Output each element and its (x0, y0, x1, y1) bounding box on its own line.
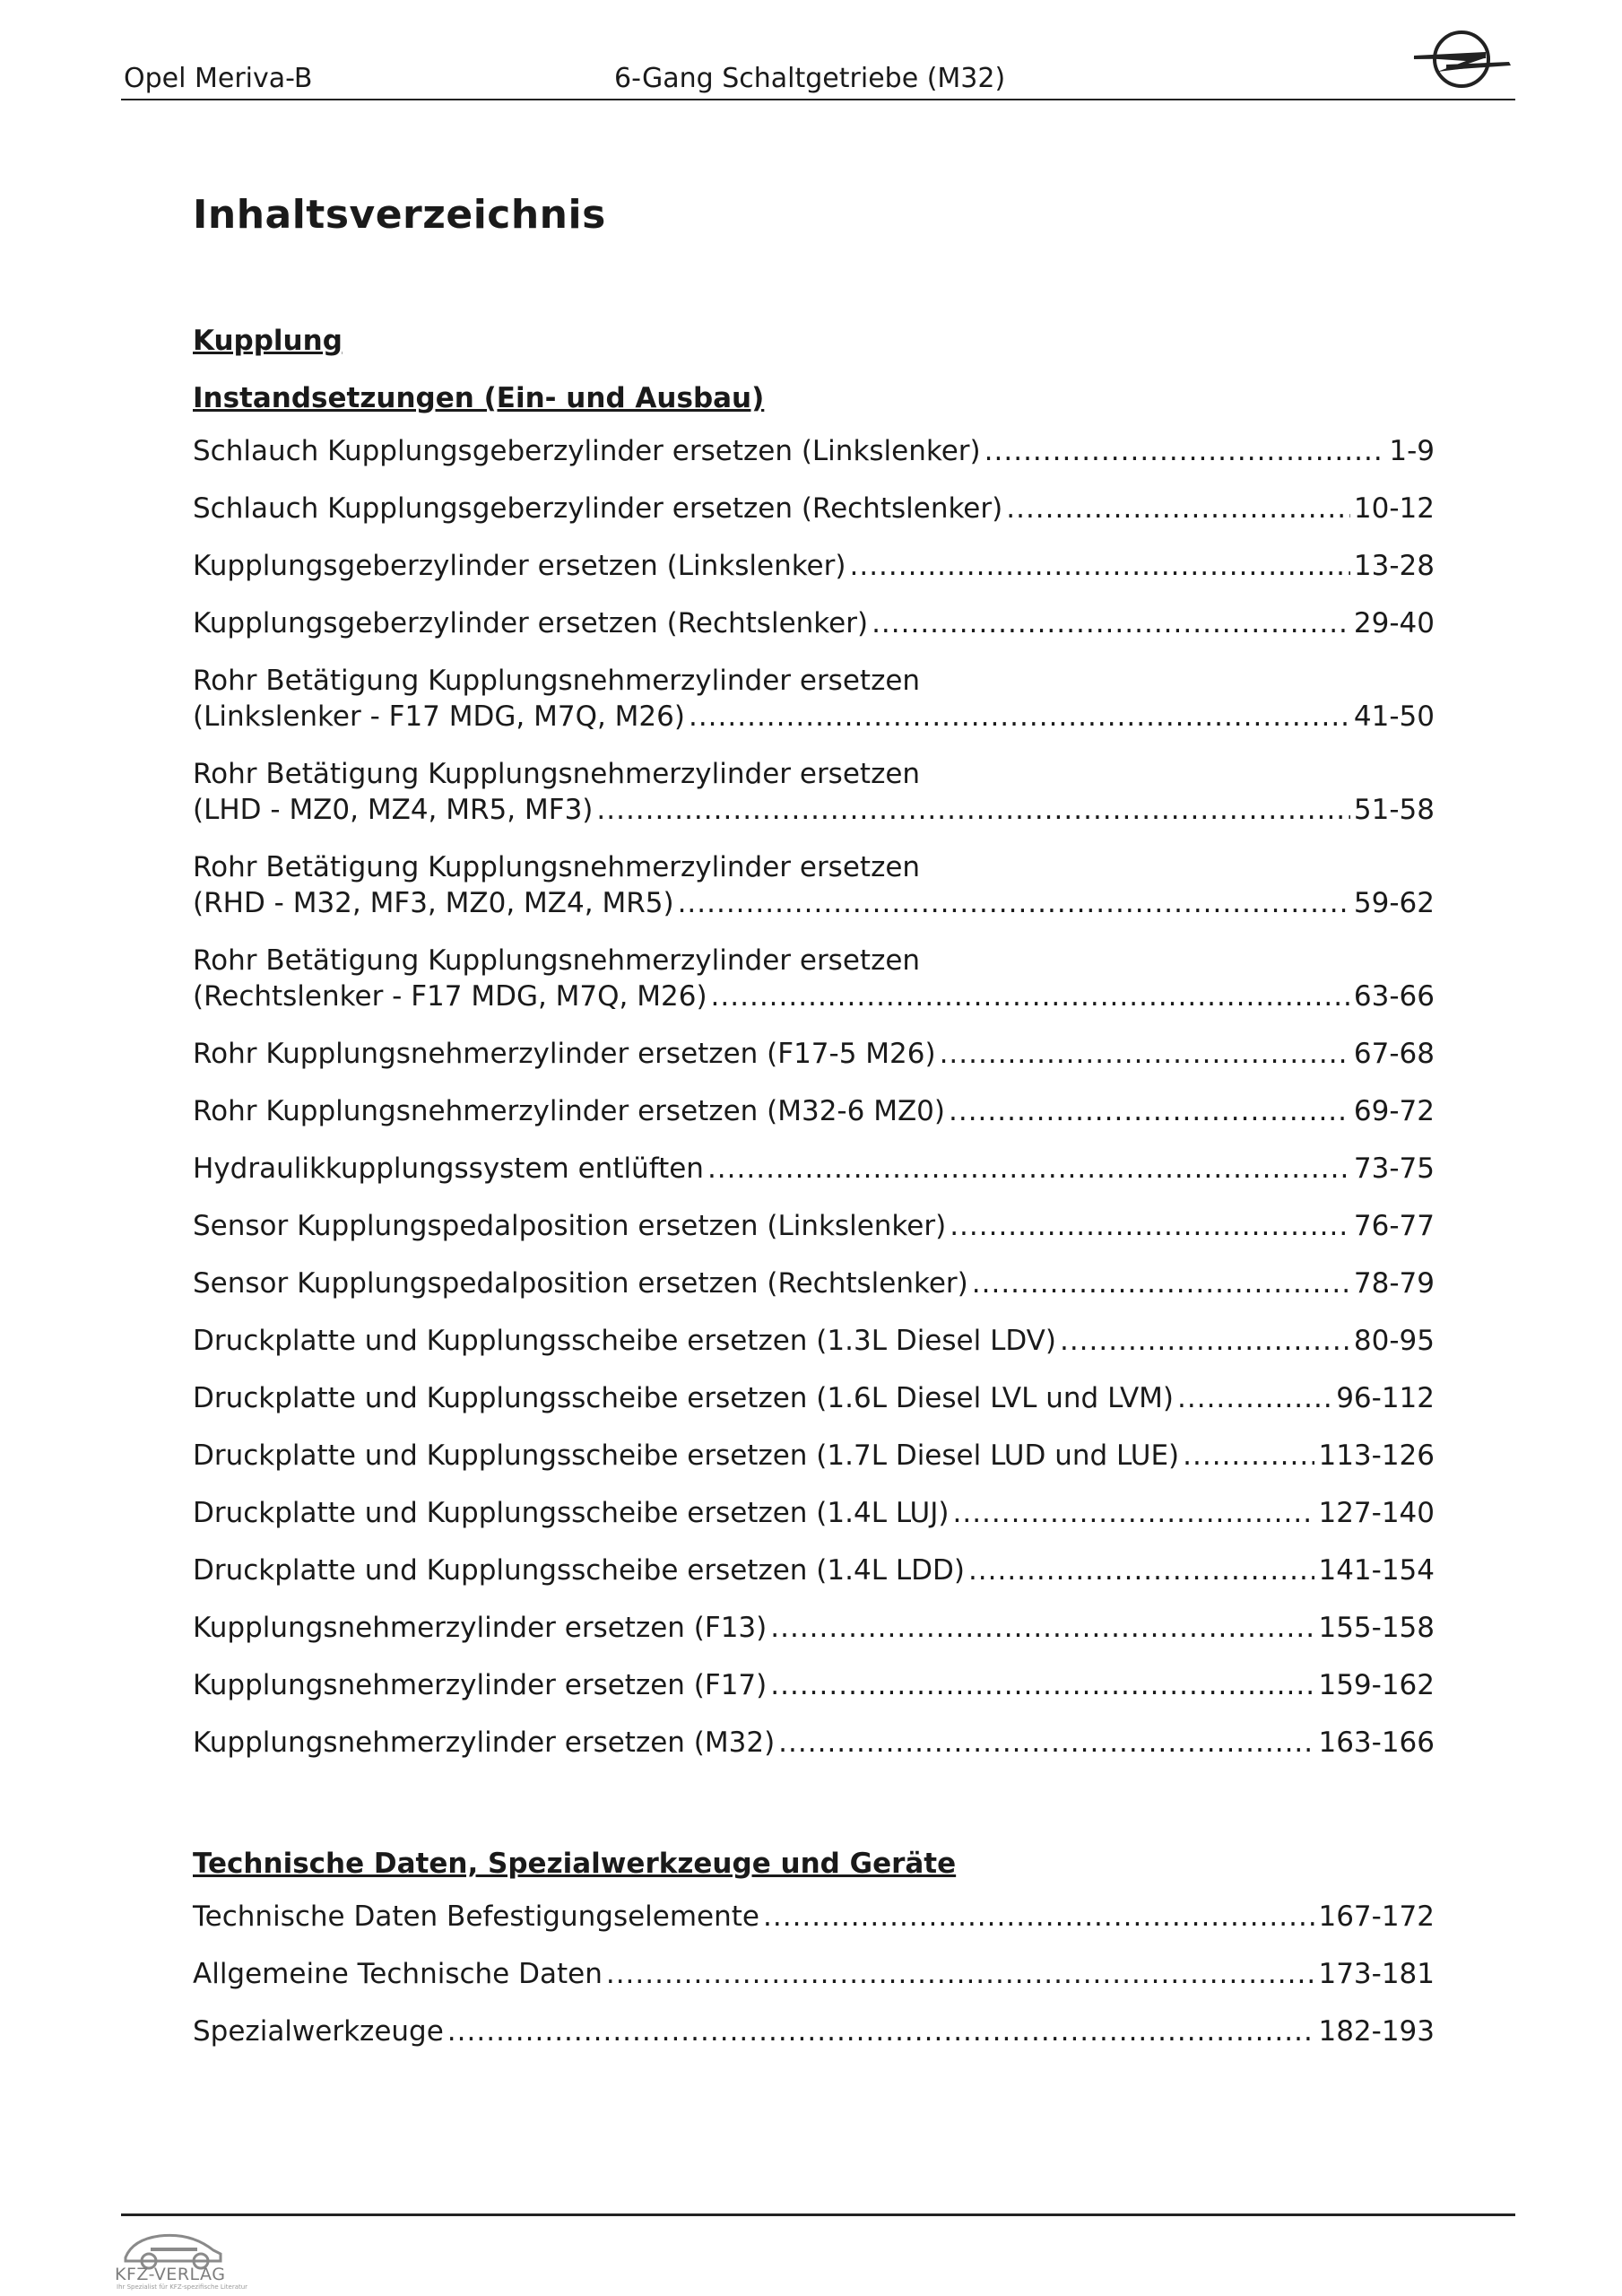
header-document-title: 6-Gang Schaltgetriebe (M32) (614, 63, 1006, 94)
toc-leader-dots (770, 1610, 1314, 1646)
toc-entry (193, 1552, 1435, 1588)
toc-entry-pages: 127-140 (1318, 1497, 1435, 1529)
table-of-contents (193, 318, 1435, 2071)
toc-entry-pages: 73-75 (1353, 1152, 1435, 1185)
toc-entry-pages: 67-68 (1353, 1038, 1435, 1070)
toc-leader-dots (949, 1093, 1350, 1129)
toc-entry (193, 1323, 1435, 1359)
toc-entry-pages: 182-193 (1318, 2015, 1435, 2048)
toc-entry (193, 756, 1435, 828)
toc-entry (193, 548, 1435, 584)
toc-entry (193, 1438, 1435, 1474)
toc-entry-title-line: Rohr Betätigung Kupplungsnehmerzylinder ersetzen (193, 851, 921, 883)
toc-entry-title: Kupplungsgeberzylinder ersetzen (Linkslenker) (193, 550, 846, 582)
toc-entry (193, 1610, 1435, 1646)
page-header (121, 61, 1515, 100)
section-heading-instandsetzungen: Instandsetzungen (Ein- und Ausbau) (193, 382, 765, 414)
toc-leader-dots (678, 885, 1350, 921)
toc-leader-dots (596, 792, 1350, 828)
toc-entry-title: (LHD - MZ0, MZ4, MR5, MF3) (193, 794, 594, 826)
toc-leader-dots (1177, 1380, 1332, 1416)
toc-entry (193, 2013, 1435, 2049)
toc-entry-pages: 1-9 (1389, 435, 1435, 467)
toc-entry (193, 1208, 1435, 1244)
toc-entry (193, 849, 1435, 921)
toc-entry-pages: 10-12 (1353, 492, 1435, 525)
toc-entry (193, 1495, 1435, 1531)
toc-entry-pages: 63-66 (1353, 980, 1435, 1013)
toc-entry-title: Druckplatte und Kupplungsscheibe ersetzen (1.4L LDD) (193, 1554, 965, 1587)
toc-entry (193, 943, 1435, 1014)
footer-divider (121, 2213, 1515, 2216)
footer-tagline: Ihr Spezialist für KFZ-spezifische Literatur (117, 2283, 248, 2291)
toc-entry-title: Technische Daten Befestigungselemente (193, 1900, 760, 1933)
toc-entry-title: Rohr Kupplungsnehmerzylinder ersetzen (F17-5 M26) (193, 1038, 936, 1070)
toc-entry-pages: 29-40 (1353, 607, 1435, 639)
toc-entry-title: Schlauch Kupplungsgeberzylinder ersetzen (Rechtslenker) (193, 492, 1003, 525)
header-model: Opel Meriva-B (124, 63, 313, 94)
toc-entry-pages: 155-158 (1318, 1612, 1435, 1644)
toc-entry-title: Schlauch Kupplungsgeberzylinder ersetzen (Linkslenker) (193, 435, 981, 467)
toc-entry-title: Spezialwerkzeuge (193, 2015, 444, 2048)
section-heading-technische-daten: Technische Daten, Spezialwerkzeuge und Geräte (193, 1848, 957, 1880)
toc-entry (193, 1093, 1435, 1129)
toc-entry-pages: 80-95 (1353, 1325, 1435, 1357)
toc-entry-title: Druckplatte und Kupplungsscheibe ersetzen (1.3L Diesel LDV) (193, 1325, 1056, 1357)
page-title: Inhaltsverzeichnis (193, 192, 606, 238)
toc-entry (193, 1380, 1435, 1416)
toc-entry-title: Allgemeine Technische Daten (193, 1958, 603, 1990)
opel-logo-icon (1410, 25, 1514, 93)
toc-entry-pages: 96-112 (1336, 1382, 1435, 1414)
toc-leader-dots (778, 1725, 1314, 1761)
toc-entry-title: Sensor Kupplungspedalposition ersetzen (Linkslenker) (193, 1210, 947, 1242)
toc-entry (193, 1956, 1435, 1992)
toc-entry-pages: 59-62 (1353, 887, 1435, 919)
toc-leader-dots (872, 605, 1350, 641)
toc-entry-pages: 78-79 (1353, 1267, 1435, 1300)
toc-entry (193, 1725, 1435, 1761)
toc-leader-dots (940, 1036, 1350, 1072)
toc-entry-pages: 173-181 (1318, 1958, 1435, 1990)
toc-list-technische-daten (193, 1899, 1435, 2049)
toc-entry-pages: 163-166 (1318, 1726, 1435, 1759)
toc-entry (193, 1899, 1435, 1935)
toc-list-kupplung (193, 433, 1435, 1761)
toc-leader-dots (1060, 1323, 1350, 1359)
toc-entry-title: (Linkslenker - F17 MDG, M7Q, M26) (193, 700, 685, 733)
toc-entry (193, 433, 1435, 469)
toc-entry (193, 1667, 1435, 1703)
toc-entry-title: Kupplungsgeberzylinder ersetzen (Rechtslenker) (193, 607, 869, 639)
toc-entry-title: (RHD - M32, MF3, MZ0, MZ4, MR5) (193, 887, 674, 919)
toc-leader-dots (849, 548, 1349, 584)
toc-leader-dots (984, 433, 1386, 469)
toc-entry-pages: 51-58 (1353, 794, 1435, 826)
toc-leader-dots (968, 1552, 1315, 1588)
toc-entry (193, 663, 1435, 735)
toc-entry-title: (Rechtslenker - F17 MDG, M7Q, M26) (193, 980, 707, 1013)
toc-leader-dots (952, 1495, 1314, 1531)
toc-entry-title-line: Rohr Betätigung Kupplungsnehmerzylinder ersetzen (193, 944, 921, 977)
toc-entry (193, 605, 1435, 641)
toc-entry-title: Druckplatte und Kupplungsscheibe ersetzen (1.4L LUJ) (193, 1497, 950, 1529)
toc-leader-dots (763, 1899, 1314, 1935)
toc-entry-pages: 13-28 (1353, 550, 1435, 582)
toc-entry-title-line: Rohr Betätigung Kupplungsnehmerzylinder ersetzen (193, 665, 921, 697)
toc-entry-pages: 41-50 (1353, 700, 1435, 733)
toc-entry-title: Kupplungsnehmerzylinder ersetzen (M32) (193, 1726, 776, 1759)
toc-entry-pages: 69-72 (1353, 1095, 1435, 1127)
toc-entry-pages: 159-162 (1318, 1669, 1435, 1701)
toc-entry-title: Kupplungsnehmerzylinder ersetzen (F13) (193, 1612, 768, 1644)
toc-entry-pages: 113-126 (1318, 1439, 1435, 1472)
toc-leader-dots (711, 978, 1350, 1014)
toc-entry-title: Druckplatte und Kupplungsscheibe ersetzen (1.6L Diesel LVL und LVM) (193, 1382, 1175, 1414)
toc-entry-title: Druckplatte und Kupplungsscheibe ersetzen (1.7L Diesel LUD und LUE) (193, 1439, 1180, 1472)
toc-leader-dots (972, 1265, 1350, 1301)
toc-entry-title: Sensor Kupplungspedalposition ersetzen (Rechtslenker) (193, 1267, 968, 1300)
toc-entry (193, 491, 1435, 526)
toc-entry-title: Hydraulikkupplungssystem entlüften (193, 1152, 704, 1185)
toc-leader-dots (770, 1667, 1314, 1703)
toc-leader-dots (950, 1208, 1350, 1244)
footer-brand: KFZ-VERLAG (115, 2265, 226, 2284)
toc-entry (193, 1151, 1435, 1187)
toc-leader-dots (606, 1956, 1315, 1992)
toc-leader-dots (707, 1151, 1350, 1187)
toc-leader-dots (447, 2013, 1315, 2049)
section-heading-kupplung: Kupplung (193, 325, 343, 357)
toc-entry-pages: 141-154 (1318, 1554, 1435, 1587)
toc-entry (193, 1036, 1435, 1072)
toc-leader-dots (689, 699, 1350, 735)
toc-entry-pages: 167-172 (1318, 1900, 1435, 1933)
toc-entry-pages: 76-77 (1353, 1210, 1435, 1242)
toc-entry-title-line: Rohr Betätigung Kupplungsnehmerzylinder ersetzen (193, 758, 921, 790)
toc-leader-dots (1183, 1438, 1314, 1474)
toc-entry (193, 1265, 1435, 1301)
toc-leader-dots (1006, 491, 1350, 526)
toc-entry-title: Kupplungsnehmerzylinder ersetzen (F17) (193, 1669, 768, 1701)
toc-entry-title: Rohr Kupplungsnehmerzylinder ersetzen (M32-6 MZ0) (193, 1095, 945, 1127)
